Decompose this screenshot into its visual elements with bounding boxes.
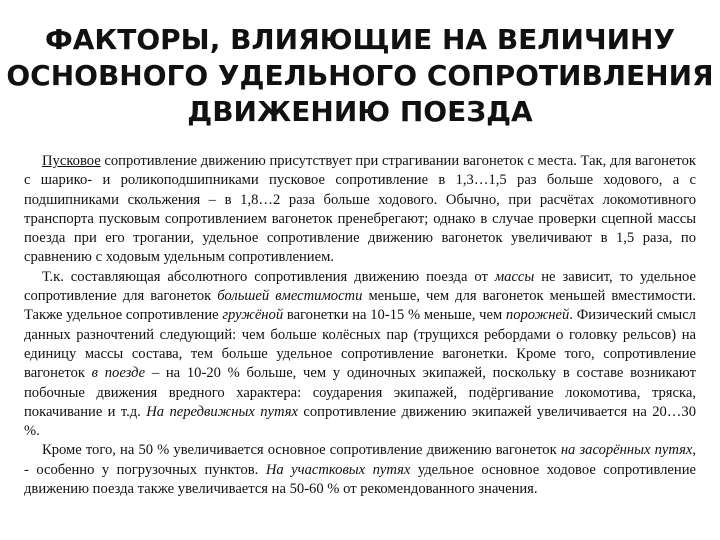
text-run: сопротивление движению присутствует при страгивании вагонеток с места. Так, для вагонеток с шарико- и роликоподшипниками пусковое сопротивление в 1,3…1,5 раз больше ходового, а с подшипниками скольжения – в 1,8…2 раза больше ходового. Обычно, при расчётах локомотивного транспорта пусковым сопротивлением вагонеток пренебрегают; однако в случае проверки сцепной массы поезда при его трогании, удельное сопротивление движению вагонеток увеличивают в 1,5 раза, по сравнению с ходовым удельным сопротивлением.: [24, 153, 696, 266]
emphasis-empty: порожней: [505, 307, 570, 324]
title-line-1: ФАКТОРЫ, ВЛИЯЮЩИЕ НА ВЕЛИЧИНУ: [44, 23, 676, 56]
emphasis-section-tracks: На участковых путях: [265, 461, 411, 478]
title-line-3: ДВИЖЕНИЮ ПОЕЗДА: [187, 95, 533, 128]
text-run: Т.к. составляющая абсолютного сопротивления движению поезда от: [42, 268, 495, 285]
emphasis-loaded: гружёной: [222, 307, 284, 324]
text-run: Кроме того, на 50 % увеличивается основное сопротивление движению вагонеток: [42, 442, 561, 459]
emphasis-larger-capacity: большей вместимости: [217, 288, 363, 305]
term-starting-resistance: Пусковое: [42, 153, 101, 169]
paragraph-mass-factors: [24, 268, 696, 442]
emphasis-in-train: в поезде: [91, 365, 146, 382]
emphasis-mass: массы: [494, 268, 535, 285]
text-run: – на 10-20 % больше, чем у одиночных экипажей, поскольку в составе возникают побочные движения вредного характера: соударения экипажей, подёргивание локомотива, тряска, покачивание и т.д.: [24, 365, 696, 420]
emphasis-littered-tracks: на засорённых путях: [560, 442, 693, 459]
body-text: [24, 152, 696, 499]
text-run: сопротивление движению экипажей увеличивается на 20…30 %.: [24, 403, 696, 440]
title-line-2: ОСНОВНОГО УДЕЛЬНОГО СОПРОТИВЛЕНИЯ: [6, 59, 714, 92]
text-run: , - особенно у погрузочных пунктов.: [24, 442, 697, 478]
text-run: меньше, чем для вагонеток меньшей вместимости. Также удельное сопротивление: [24, 288, 696, 324]
paragraph-track-conditions: [24, 441, 696, 499]
paragraph-starting-resistance: [24, 152, 696, 268]
text-run: вагонетки на 10-15 % меньше, чем: [283, 307, 506, 324]
emphasis-movable-tracks: На передвижных путях: [146, 403, 299, 420]
text-run: удельное основное ходовое сопротивление движению поезда также увеличивается на 50-60 % от рекомендованного значения.: [24, 461, 697, 498]
slide-title: [0, 22, 720, 130]
text-run: не зависит, то удельное сопротивление для вагонеток: [24, 268, 696, 305]
text-run: . Физический смысл данных разночтений следующий: чем больше колёсных пар (трущихся ребордами о головку рельсов) на единицу массы состава, тем больше удельное сопротивление вагонетки. Кроме того, сопротивление вагонеток: [24, 307, 696, 382]
